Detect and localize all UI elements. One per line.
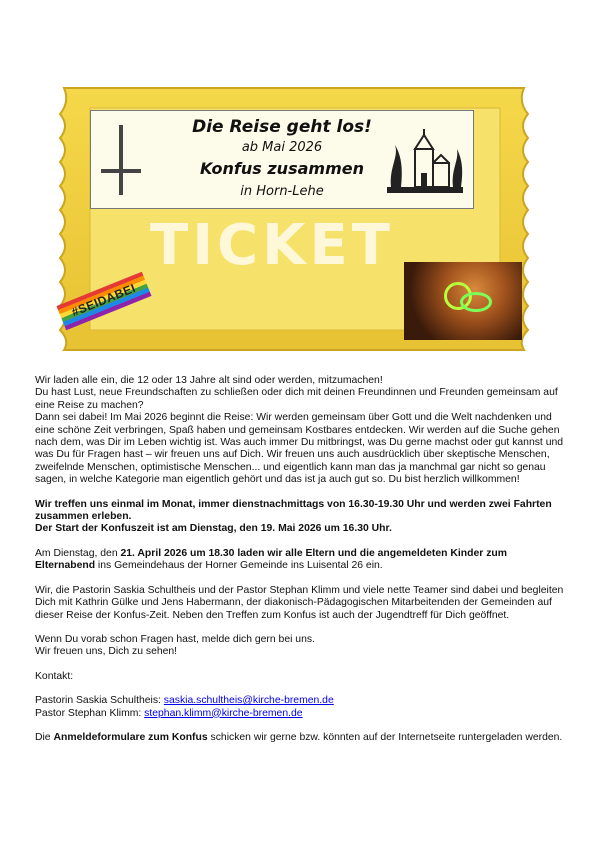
intro-paragraph: Dann sei dabei! Im Mai 2026 beginnt die Reise: Wir werden gemeinsam über Gott und die Welt nachdenken und eine schöne Zeit verbringen, Spaß haben und gemeinsam Kostbares entdecken. Wir werden auf die Suche gehen nach dem, was Dir im Leben wichtig ist. Was auch immer Du mitbringst, was Du gerne machst oder gut kannst und was Du für Fragen hast – wir freuen uns auf Dich. Wir freuen uns auch ausdrücklich über skeptische Menschen, zweifelnde Menschen, optimistische Menschen... und eigentlich kann man das ja manchmal gar nicht so genau sagen, in welche Kategorie man eigentlich gehört und das ist ja auch gut so. Du bist herzlich willkommen! xyxy=(35,412,564,486)
badge-label: #SEIDABEI xyxy=(69,280,138,320)
contact-pastorin: Pastorin Saskia Schultheis: saskia.schultheis@kirche-bremen.de xyxy=(35,695,334,707)
intro-line-2: Du hast Lust, neue Freundschaften zu schließen oder dich mit deinen Freundinnen und Freunden gemeinsam auf eine Reise zu machen? xyxy=(35,387,558,411)
intro-line-1: Wir laden alle ein, die 12 oder 13 Jahre alt sind oder werden, mitzumachen! xyxy=(35,375,383,386)
ticket-word: TICKET xyxy=(150,213,394,278)
questions-line-1: Wenn Du vorab schon Fragen hast, melde dich gern bei uns. xyxy=(35,633,315,645)
banner-line-3: Konfus zusammen xyxy=(200,159,364,178)
forms-note: Die Anmeldeformulare zum Konfus schicken wir gerne bzw. könnten auf der Internetseite runtergeladen werden. xyxy=(35,731,563,743)
start-date: Der Start der Konfuszeit ist am Dienstag, den 19. Mai 2026 um 16.30 Uhr. xyxy=(35,523,392,535)
banner-line-4: in Horn-Lehe xyxy=(240,184,324,199)
ticket-banner xyxy=(90,110,474,209)
contact-pastor: Pastor Stephan Klimm: stephan.klimm@kirche-bremen.de xyxy=(35,707,303,719)
parents-evening: Am Dienstag, den 21. April 2026 um 18.30 laden wir alle Eltern und die angemeldeten Kinder zum Elternabend ins Gemeindehaus der Horner Gemeinde ins Luisental 26 ein. xyxy=(35,547,507,572)
banner-line-2: ab Mai 2026 xyxy=(241,140,323,155)
glowstick-photo xyxy=(404,262,522,340)
team-paragraph: Wir, die Pastorin Saskia Schultheis und der Pastor Stephan Klimm und viele nette Teamer sind dabei und begleiten Dich mit Kathrin Gülke und Jens Habermann, der diakonisch-Pädagogischen Mitarbeitenden der Gemeinden auf dieser Reise der Konfus-Zeit. Neben den Treffen zum Konfus ist auch der Jugendtreff für Dich geöffnet. xyxy=(35,584,564,621)
questions-line-2: Wir freuen uns, Dich zu sehen! xyxy=(35,646,178,658)
church-illustration xyxy=(385,127,465,195)
letter-body xyxy=(35,375,565,744)
banner-line-1: Die Reise geht los! xyxy=(192,117,372,137)
email-link-klimm[interactable]: stephan.klimm@kirche-bremen.de xyxy=(144,707,303,719)
email-link-schultheis[interactable]: saskia.schultheis@kirche-bremen.de xyxy=(163,695,334,707)
meeting-schedule: Wir treffen uns einmal im Monat, immer dienstnachmittags von 16.30-19.30 Uhr und werden zwei Fahrten zusammen erleben. xyxy=(35,498,552,523)
contact-heading: Kontakt: xyxy=(35,670,74,682)
